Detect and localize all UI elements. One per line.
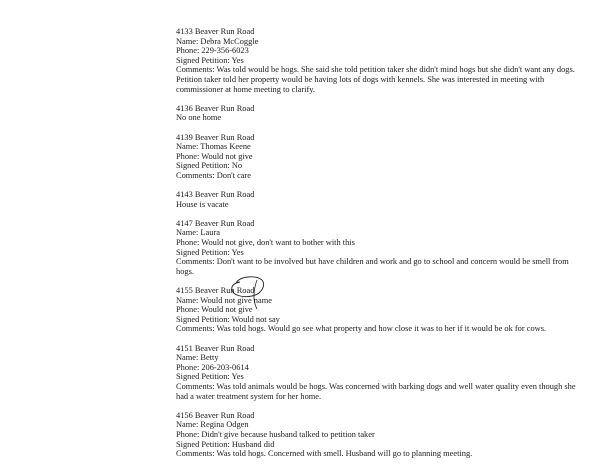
status-line: No one home bbox=[176, 113, 222, 123]
petition-line: Signed Petition: Would not say bbox=[176, 314, 280, 324]
address: 4151 Beaver Run Road bbox=[176, 343, 255, 353]
phone-line: Phone: 229-356-6023 bbox=[176, 46, 249, 56]
address: 4143 Beaver Run Road bbox=[176, 190, 255, 200]
petition-line: Signed Petition: Yes bbox=[176, 372, 244, 382]
comment-line: Comments: Was told hogs. Concerned with smell. Husband will go to planning meeting. bbox=[176, 449, 473, 459]
name-line: Name: Betty bbox=[176, 353, 219, 363]
address: 4136 Beaver Run Road bbox=[176, 103, 255, 113]
name-line: Name: Laura bbox=[176, 228, 220, 238]
phone-line: Phone: Would not give bbox=[176, 305, 253, 315]
name-line: Name: Regina Odgen bbox=[176, 420, 249, 430]
petition-line: Signed Petition: Husband did bbox=[176, 439, 275, 449]
comment-line: Comments: Was told would be hogs. She said she told petition taker she didn't mind hogs but she didn't want any dogs. Petition taker told her property would be having lots of dogs with kennels. She was interested in meeting with commissioner at home meeting to clarify. bbox=[176, 65, 575, 94]
status-line: House is vacate bbox=[176, 199, 229, 209]
address: 4155 Beaver Run Road bbox=[176, 286, 255, 296]
address: 4156 Beaver Run Road bbox=[176, 410, 255, 420]
comment-line: Comments: Was told animals would be hogs. Was concerned with barking dogs and well water quality even though she had a water treatment system for her home. bbox=[176, 381, 576, 401]
address: 4147 Beaver Run Road bbox=[176, 218, 255, 228]
petition-line: Signed Petition: Yes bbox=[176, 247, 244, 257]
entry-4136 bbox=[176, 104, 596, 123]
document-page bbox=[176, 27, 596, 468]
entry-4147 bbox=[176, 219, 596, 277]
petition-line: Signed Petition: No bbox=[176, 161, 243, 171]
entry-4155 bbox=[176, 286, 596, 334]
entry-4139 bbox=[176, 133, 596, 181]
petition-line: Signed Petition: Yes bbox=[176, 55, 244, 65]
entry-4143 bbox=[176, 190, 596, 209]
phone-line: Phone: Would not give, don't want to bother with this bbox=[176, 238, 355, 248]
name-line: Name: Debra McCoggle bbox=[176, 36, 259, 46]
name-line: Name: Thomas Keene bbox=[176, 142, 251, 152]
comment-line: Comments: Don't want to be involved but have children and work and go to school and concern would be smell from hogs. bbox=[176, 257, 569, 276]
phone-line: Phone: Would not give bbox=[176, 151, 253, 161]
address: 4139 Beaver Run Road bbox=[176, 132, 255, 142]
entry-4133 bbox=[176, 27, 596, 94]
entry-4151 bbox=[176, 344, 596, 402]
comment-line: Comments: Don't care bbox=[176, 170, 252, 180]
phone-line: Phone: Didn't give because husband talked to petition taker bbox=[176, 429, 375, 439]
name-line: Name: Would not give name bbox=[176, 295, 272, 305]
entry-4156 bbox=[176, 411, 596, 459]
phone-line: Phone: 206-203-0614 bbox=[176, 362, 249, 372]
comment-line: Comments: Was told hogs. Would go see what property and how close it was to her if it would be ok for cows. bbox=[176, 324, 547, 334]
address: 4133 Beaver Run Road bbox=[176, 27, 255, 36]
